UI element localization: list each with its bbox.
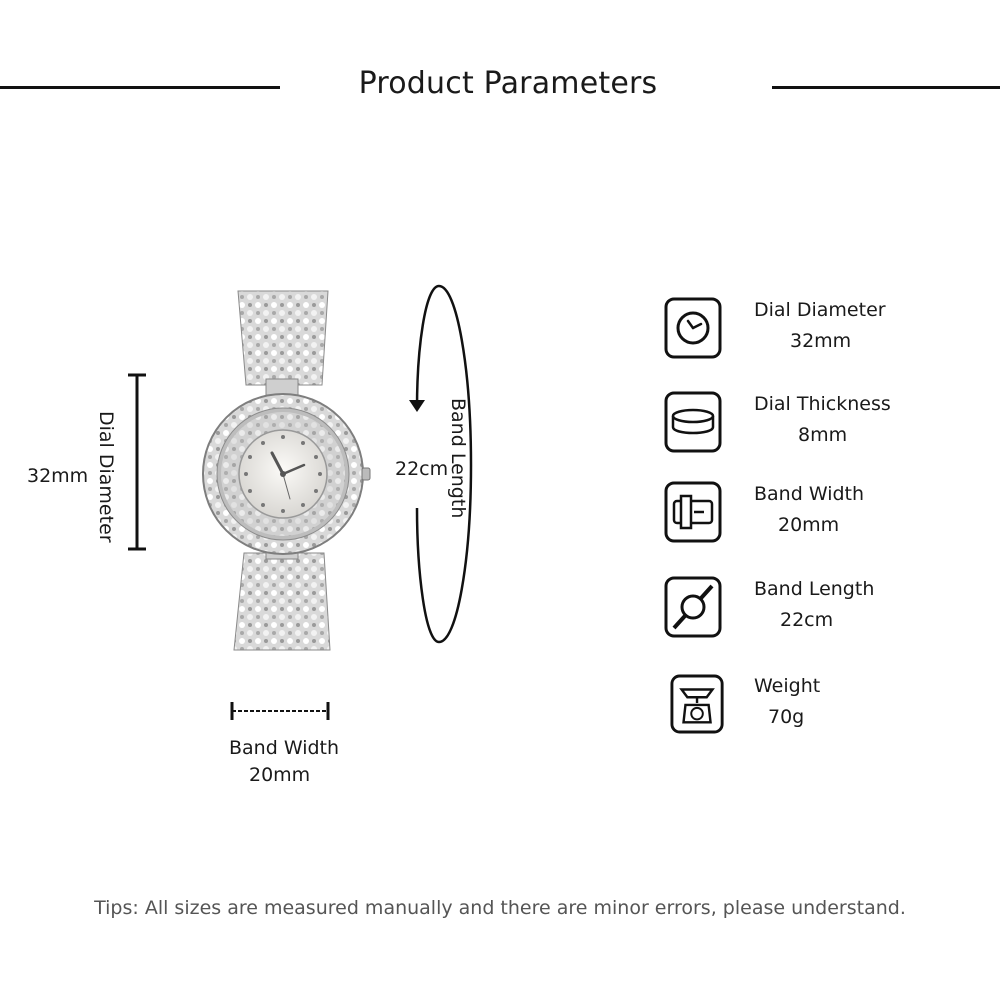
- spec-label: Weight: [754, 675, 821, 697]
- spec-value: 32mm: [790, 330, 852, 352]
- header-rule-left: [0, 86, 280, 89]
- band-length-icon: [664, 576, 722, 638]
- dial-diameter-bracket: [126, 372, 148, 552]
- dial-diameter-label: Dial Diameter: [95, 411, 117, 543]
- spec-row-dial-diameter: [660, 297, 990, 371]
- spec-row-weight: [660, 673, 990, 747]
- band-width-icon: [664, 481, 722, 543]
- watch-face-icon: [664, 297, 722, 359]
- band-length-value: 22cm: [395, 458, 449, 480]
- spec-label: Band Length: [754, 578, 875, 600]
- scale-icon: [670, 673, 726, 735]
- spec-row-dial-thickness: [660, 391, 990, 465]
- dial-diameter-value: 32mm: [27, 465, 89, 487]
- spec-value: 8mm: [798, 424, 848, 446]
- tips-note: Tips: All sizes are measured manually and there are minor errors, please understand.: [94, 897, 906, 919]
- band-length-label: Band Length: [447, 398, 469, 519]
- dial-thickness-icon: [664, 391, 722, 453]
- spec-value: 70g: [768, 706, 805, 728]
- page-title: Product Parameters: [358, 66, 658, 101]
- spec-label: Dial Diameter: [754, 299, 886, 321]
- spec-row-band-length: [660, 576, 990, 650]
- band-width-label: Band Width: [229, 737, 340, 759]
- spec-row-band-width: [660, 481, 990, 555]
- spec-value: 20mm: [778, 514, 840, 536]
- header-rule-right: [772, 86, 1000, 89]
- band-width-bracket: [229, 700, 331, 722]
- band-width-value: 20mm: [249, 764, 311, 786]
- spec-label: Dial Thickness: [754, 393, 891, 415]
- watch-product-image: [190, 285, 390, 655]
- spec-label: Band Width: [754, 483, 865, 505]
- spec-value: 22cm: [780, 609, 834, 631]
